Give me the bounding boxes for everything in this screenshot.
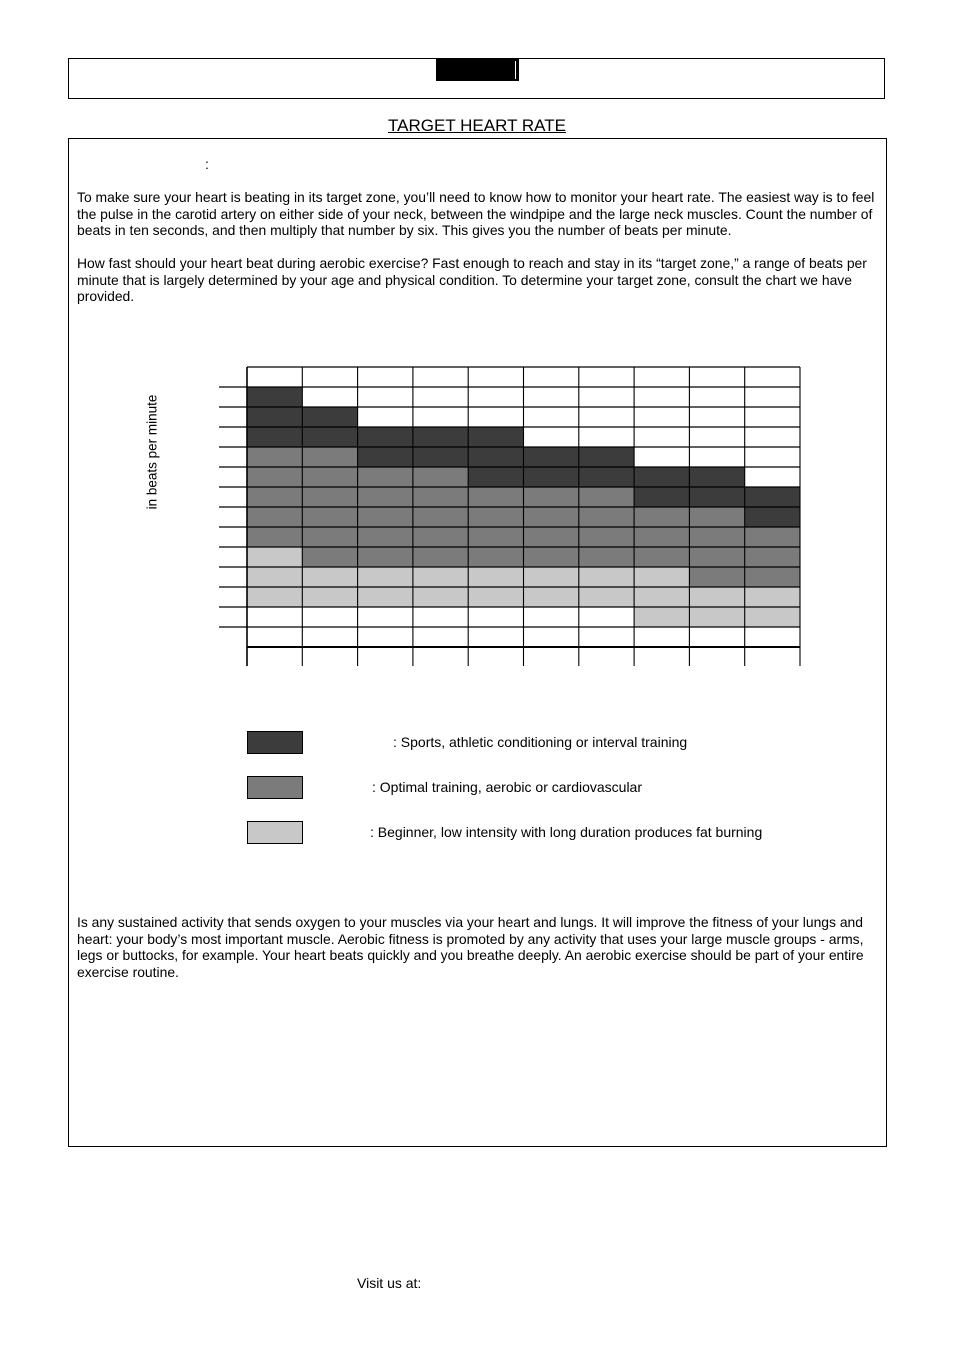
chart-cell-mid <box>413 527 468 547</box>
chart-cell-low <box>524 587 579 607</box>
chart-cell-none <box>579 367 634 387</box>
chart-cell-none <box>689 367 744 387</box>
chart-cell-none <box>358 387 413 407</box>
chart-cell-mid <box>524 487 579 507</box>
chart-cell-low <box>634 567 689 587</box>
chart-cell-none <box>302 607 357 627</box>
chart-cell-none <box>358 407 413 427</box>
chart-cell-none <box>358 367 413 387</box>
chart-cell-mid <box>247 467 302 487</box>
chart-cell-none <box>689 407 744 427</box>
chart-cell-low <box>689 587 744 607</box>
chart-cell-none <box>634 447 689 467</box>
chart-cell-low <box>247 567 302 587</box>
legend-swatch-high <box>247 731 303 754</box>
chart-cell-none <box>579 607 634 627</box>
chart-cell-mid <box>358 527 413 547</box>
chart-cell-high <box>302 427 357 447</box>
chart-cell-high <box>302 407 357 427</box>
chart-cell-mid <box>413 507 468 527</box>
legend-swatch-mid <box>247 776 303 799</box>
chart-cell-mid <box>247 507 302 527</box>
chart-cell-low <box>689 607 744 627</box>
chart-cell-high <box>247 407 302 427</box>
chart-cell-mid <box>468 487 523 507</box>
chart-cell-mid <box>689 507 744 527</box>
chart-cell-low <box>302 587 357 607</box>
legend-swatch-low <box>247 821 303 844</box>
chart-cell-mid <box>302 467 357 487</box>
chart-cell-mid <box>579 547 634 567</box>
chart-cell-high <box>689 487 744 507</box>
chart-cell-mid <box>302 507 357 527</box>
chart-cell-none <box>302 627 357 647</box>
chart-cell-mid <box>579 527 634 547</box>
chart-cell-mid <box>634 547 689 567</box>
chart-cell-mid <box>524 547 579 567</box>
paragraph-aerobic-definition: Is any sustained activity that sends oxygen to your muscles via your heart and lungs. It will improve the fitness of your lungs and heart: your body’s most important muscle. Aerobic fitness is promoted by any activity that uses your large muscle groups - arms, legs or buttocks, for example. Your heart beats quickly and you breathe deeply. An aerobic exercise should be part of your entire exercise routine. <box>77 914 864 981</box>
chart-cell-mid <box>247 447 302 467</box>
chart-cell-mid <box>524 527 579 547</box>
chart-cell-none <box>524 627 579 647</box>
chart-cell-low <box>468 567 523 587</box>
chart-cell-none <box>413 407 468 427</box>
chart-cell-low <box>524 567 579 587</box>
chart-cell-low <box>413 567 468 587</box>
chart-cell-none <box>413 607 468 627</box>
legend-label-mid: : Optimal training, aerobic or cardiovascular <box>372 779 643 795</box>
chart-cell-mid <box>579 507 634 527</box>
chart-cell-none <box>524 607 579 627</box>
chart-cell-high <box>524 467 579 487</box>
chart-cell-mid <box>413 487 468 507</box>
paragraph-target-zone: How fast should your heart beat during aerobic exercise? Fast enough to reach and stay in its “target zone,” a range of beats per minute that is largely determined by your age and physical condition. To determine your target zone, consult the chart we have provided. <box>77 255 867 305</box>
chart-cell-low <box>634 587 689 607</box>
chart-cell-low <box>358 567 413 587</box>
chart-cell-mid <box>634 527 689 547</box>
chart-cell-high <box>413 447 468 467</box>
chart-cell-none <box>579 627 634 647</box>
legend-label-high: : Sports, athletic conditioning or interval training <box>393 734 688 750</box>
chart-cell-high <box>413 427 468 447</box>
chart-cell-none <box>579 407 634 427</box>
chart-cell-mid <box>358 487 413 507</box>
chart-cell-none <box>745 387 800 407</box>
paragraph-monitor-heart-rate: To make sure your heart is beating in its target zone, you’ll need to know how to monitor your heart rate. The easiest way is to feel the pulse in the carotid artery on either side of your neck, between the windpipe and the large neck muscles. Count the number of beats in ten seconds, and then multiply that number by six. This gives you the number of beats per minute. <box>77 189 875 239</box>
chart-cell-low <box>745 587 800 607</box>
chart-cell-none <box>634 367 689 387</box>
colon-label: : <box>205 156 209 172</box>
chart-cell-low <box>247 547 302 567</box>
chart-cell-mid <box>247 527 302 547</box>
chart-cell-none <box>689 627 744 647</box>
chart-cell-mid <box>302 447 357 467</box>
chart-cell-none <box>524 367 579 387</box>
chart-cell-none <box>413 367 468 387</box>
chart-cell-mid <box>358 507 413 527</box>
chart-cell-high <box>634 487 689 507</box>
section-title: TARGET HEART RATE <box>388 116 566 135</box>
chart-cell-mid <box>247 487 302 507</box>
chart-cell-low <box>745 607 800 627</box>
chart-cell-none <box>468 607 523 627</box>
chart-cell-mid <box>689 547 744 567</box>
chart-cell-none <box>524 387 579 407</box>
chart-cell-none <box>468 407 523 427</box>
chart-cell-high <box>468 427 523 447</box>
chart-cell-none <box>468 387 523 407</box>
chart-y-axis-label: in beats per minute <box>144 394 160 510</box>
chart-cell-high <box>524 447 579 467</box>
chart-cell-none <box>689 447 744 467</box>
chart-cell-high <box>468 467 523 487</box>
chart-cell-mid <box>689 567 744 587</box>
chart-cell-none <box>689 387 744 407</box>
chart-cell-mid <box>634 507 689 527</box>
chart-cell-low <box>468 587 523 607</box>
chart-cell-none <box>358 607 413 627</box>
chart-cell-high <box>745 487 800 507</box>
chart-cell-none <box>689 427 744 447</box>
chart-cell-none <box>745 627 800 647</box>
chart-cell-none <box>745 367 800 387</box>
chart-cell-high <box>358 427 413 447</box>
chart-cell-mid <box>745 527 800 547</box>
chart-cell-none <box>745 427 800 447</box>
chart-cell-none <box>634 387 689 407</box>
chart-cell-none <box>579 387 634 407</box>
chart-cell-none <box>579 427 634 447</box>
chart-cell-mid <box>468 527 523 547</box>
chart-cell-high <box>358 447 413 467</box>
chart-cell-low <box>358 587 413 607</box>
chart-cell-none <box>468 627 523 647</box>
chart-cell-none <box>745 447 800 467</box>
chart-cell-none <box>358 627 413 647</box>
chart-cell-high <box>634 467 689 487</box>
chart-cell-none <box>634 427 689 447</box>
chart-cell-none <box>745 407 800 427</box>
chart-cell-none <box>745 467 800 487</box>
chart-cell-mid <box>302 487 357 507</box>
chart-cell-mid <box>468 547 523 567</box>
chart-cell-low <box>579 587 634 607</box>
chart-cell-mid <box>358 467 413 487</box>
chart-cell-mid <box>413 547 468 567</box>
chart-cell-low <box>413 587 468 607</box>
chart-cell-mid <box>745 547 800 567</box>
chart-cell-mid <box>302 527 357 547</box>
chart-cell-mid <box>524 507 579 527</box>
chart-cell-high <box>247 387 302 407</box>
chart-cell-none <box>247 607 302 627</box>
chart-cell-none <box>634 407 689 427</box>
chart-cell-high <box>247 427 302 447</box>
chart-cell-low <box>634 607 689 627</box>
chart-cell-none <box>302 387 357 407</box>
chart-cell-mid <box>745 567 800 587</box>
chart-cell-low <box>579 567 634 587</box>
chart-cell-none <box>247 627 302 647</box>
chart-cell-mid <box>579 487 634 507</box>
chart-cell-none <box>634 627 689 647</box>
chart-cell-high <box>745 507 800 527</box>
chart-cell-mid <box>413 467 468 487</box>
legend-label-low: : Beginner, low intensity with long duration produces fat burning <box>370 824 763 840</box>
chart-cell-none <box>524 427 579 447</box>
chart-cell-mid <box>302 547 357 567</box>
chart-cell-none <box>247 367 302 387</box>
chart-cell-low <box>247 587 302 607</box>
chart-cell-none <box>413 627 468 647</box>
chart-cell-high <box>468 447 523 467</box>
chart-cell-none <box>413 387 468 407</box>
chart-cell-high <box>579 447 634 467</box>
footer-visit-us: Visit us at: <box>357 1275 422 1291</box>
chart-cell-high <box>579 467 634 487</box>
chart-cell-high <box>689 467 744 487</box>
chart-cell-mid <box>358 547 413 567</box>
chart-cell-none <box>468 367 523 387</box>
chart-cell-low <box>302 567 357 587</box>
chart-cell-none <box>302 367 357 387</box>
chart-cell-mid <box>689 527 744 547</box>
chart-cell-mid <box>468 507 523 527</box>
chart-cell-none <box>524 407 579 427</box>
